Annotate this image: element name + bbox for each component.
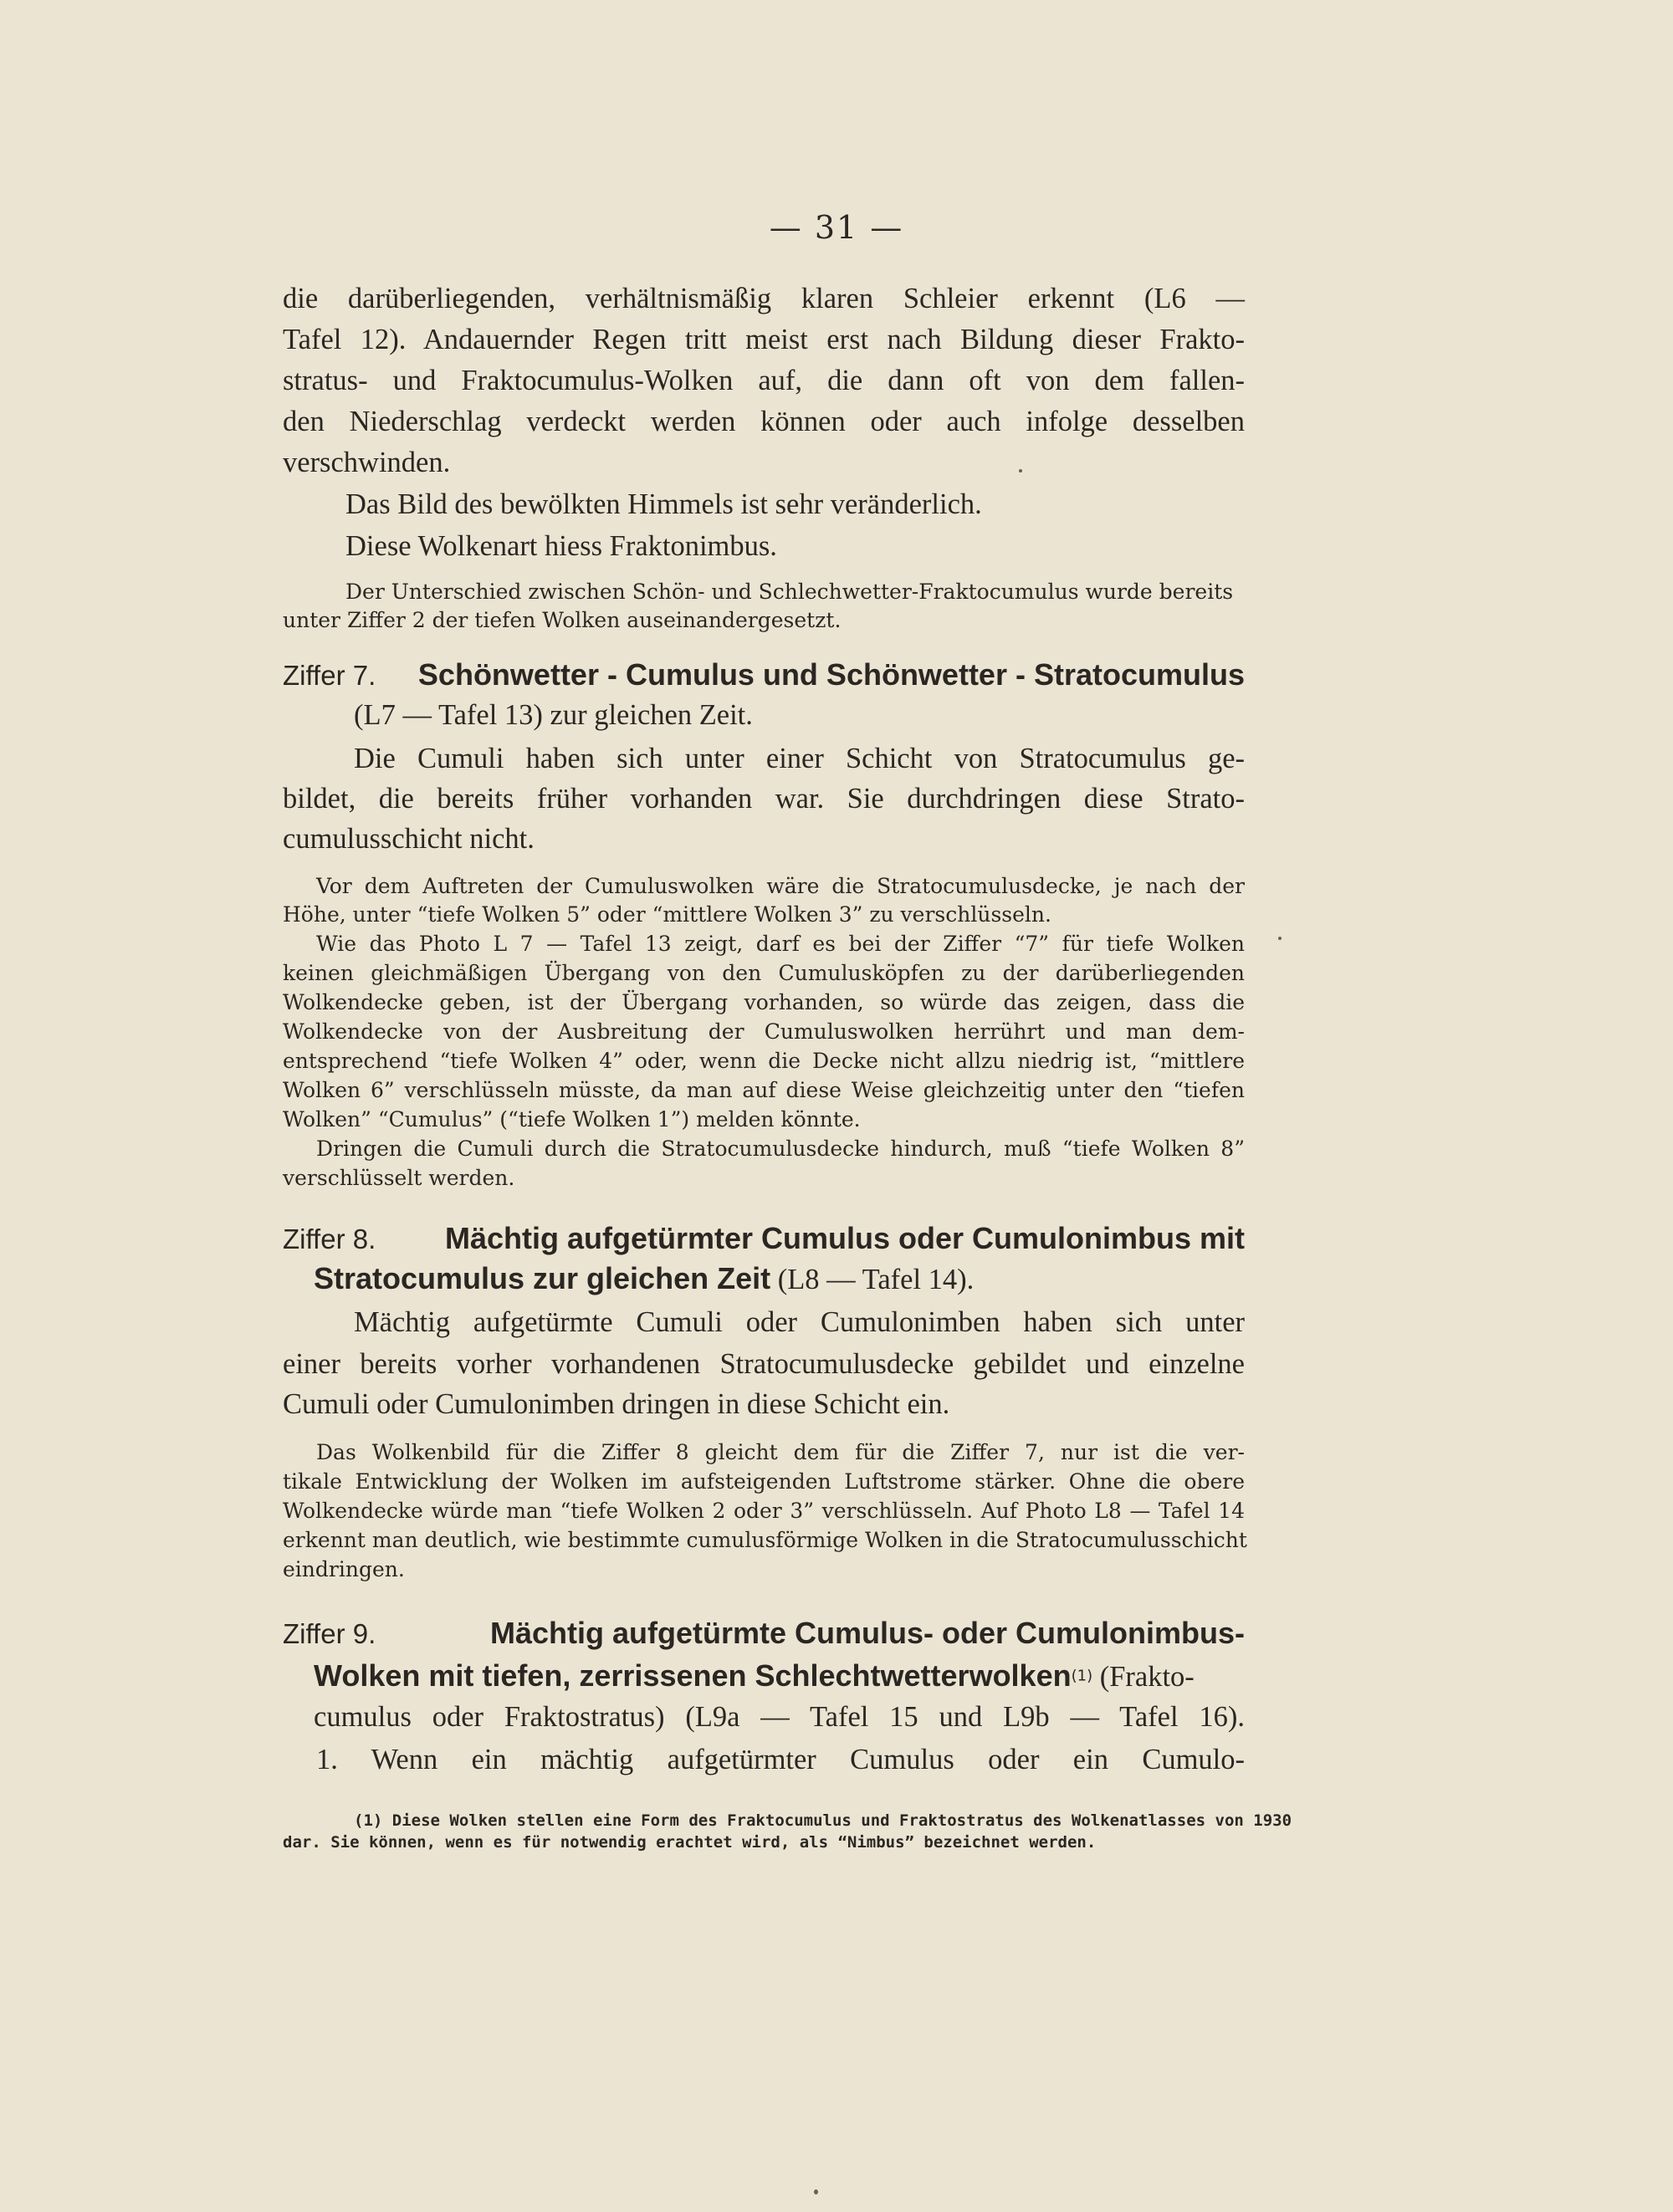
text-line: stratus- und Fraktocumulus-Wolken auf, die dann oft von dem fallen- — [283, 365, 1245, 396]
note-line: Wolkendecke von der Ausbreitung der Cumuluswolken herrührt und man dem- — [283, 1019, 1245, 1044]
ziffer-7-heading — [283, 657, 1245, 692]
text-line: (L7 — Tafel 13) zur gleichen Zeit. — [354, 699, 753, 731]
ziffer-8-title: Mächtig aufgetürmter Cumulus oder Cumulonimbus mit — [444, 1221, 1245, 1255]
paper-speck — [1019, 469, 1022, 473]
note-line: Wie das Photo L 7 — Tafel 13 zeigt, darf es bei der Ziffer “7” für tiefe Wolken — [316, 932, 1245, 956]
text-line: 1. Wenn ein mächtig aufgetürmter Cumulus oder ein Cumulo- — [316, 1744, 1245, 1775]
text-line: einer bereits vorher vorhandenen Stratocumulusdecke gebildet und einzelne — [283, 1348, 1245, 1380]
ziffer-8-title-plain: (L8 — Tafel 14). — [770, 1264, 975, 1295]
ziffer-9-title-cont — [314, 1658, 1245, 1693]
page-number: — 31 — — [769, 209, 904, 246]
note-line: Wolken 6” verschlüsseln müsste, da man auf diese Weise gleichzeitig unter den “tiefen — [283, 1078, 1245, 1102]
text-line: Diese Wolkenart hiess Fraktonimbus. — [345, 530, 777, 562]
footnote-line: (1) Diese Wolken stellen eine Form des Fraktocumulus und Fraktostratus des Wolkenatlasses von 1930 — [354, 1811, 1292, 1830]
ziffer-8-title-bold: Stratocumulus zur gleichen Zeit — [314, 1261, 771, 1295]
text-line: cumulusschicht nicht. — [283, 823, 535, 855]
note-line: Höhe, unter “tiefe Wolken 5” oder “mittlere Wolken 3” zu verschlüsseln. — [283, 902, 1051, 927]
ziffer-9-title-bold: Wolken mit tiefen, zerrissenen Schlechtwetterwolken — [314, 1658, 1072, 1693]
note-line: Wolkendecke geben, ist der Übergang vorhanden, so würde das zeigen, dass die — [283, 990, 1245, 1014]
text-line: Tafel 12). Andauernder Regen tritt meist erst nach Bildung dieser Frakto- — [283, 324, 1245, 355]
text-line: verschwinden. — [283, 447, 451, 478]
text-line: den Niederschlag verdeckt werden können oder auch infolge desselben — [283, 406, 1245, 437]
note-line: Vor dem Auftreten der Cumuluswolken wäre die Stratocumulusdecke, je nach der — [316, 874, 1245, 898]
ziffer-8-title-cont — [314, 1261, 1245, 1296]
text-line: Die Cumuli haben sich unter einer Schicht von Stratocumulus ge- — [354, 743, 1245, 774]
text-line: bildet, die bereits früher vorhanden war. Sie durchdringen diese Strato- — [283, 783, 1245, 815]
ziffer-9-heading — [283, 1616, 1245, 1651]
text-line: die darüberliegenden, verhältnismäßig klaren Schleier erkennt (L6 — — [283, 283, 1245, 314]
text-line: Das Bild des bewölkten Himmels ist sehr veränderlich. — [345, 488, 982, 520]
note-line: Das Wolkenbild für die Ziffer 8 gleicht dem für die Ziffer 7, nur ist die ver- — [316, 1440, 1245, 1464]
text-line: Mächtig aufgetürmte Cumuli oder Cumulonimben haben sich unter — [354, 1306, 1245, 1338]
text-line: Cumuli oder Cumulonimben dringen in diese Schicht ein. — [283, 1388, 950, 1420]
note-line: Wolkendecke würde man “tiefe Wolken 2 oder 3” verschlüsseln. Auf Photo L8 — Tafel 14 — [283, 1499, 1245, 1523]
footnote-marker[interactable]: (1) — [1071, 1667, 1093, 1685]
note-line: eindringen. — [283, 1557, 405, 1581]
paper-speck — [1278, 937, 1282, 940]
note-line: Wolken” “Cumulus” (“tiefe Wolken 1”) melden könnte. — [283, 1107, 861, 1132]
note-line: entsprechend “tiefe Wolken 4” oder, wenn die Decke nicht allzu niedrig ist, “mittlere — [283, 1049, 1245, 1073]
note-line: Dringen die Cumuli durch die Stratocumulusdecke hindurch, muß “tiefe Wolken 8” — [316, 1137, 1245, 1161]
ziffer-8-heading — [283, 1221, 1245, 1256]
ziffer-9-label: Ziffer 9. — [283, 1618, 376, 1649]
note-line: Der Unterschied zwischen Schön- und Schlechwetter-Fraktocumulus wurde bereits — [345, 580, 1234, 604]
ziffer-9-title: Mächtig aufgetürmte Cumulus- oder Cumulonimbus- — [489, 1616, 1245, 1650]
paper-speck — [814, 2189, 818, 2194]
note-line: erkennt man deutlich, wie bestimmte cumulusförmige Wolken in die Stratocumulusschicht — [283, 1528, 1247, 1552]
ziffer-7-title: Schönwetter - Cumulus und Schönwetter - Stratocumulus — [417, 657, 1245, 692]
note-line: keinen gleichmäßigen Übergang von den Cumulusköpfen zu der darüberliegenden — [283, 961, 1245, 985]
footnote-line: dar. Sie können, wenn es für notwendig erachtet wird, als “Nimbus” bezeichnet werden. — [283, 1833, 1097, 1852]
ziffer-7-label: Ziffer 7. — [283, 660, 376, 691]
ziffer-8-label: Ziffer 8. — [283, 1223, 376, 1254]
note-line: tikale Entwicklung der Wolken im aufsteigenden Luftstrome stärker. Ohne die obere — [283, 1469, 1245, 1494]
note-line: verschlüsselt werden. — [283, 1166, 515, 1190]
note-line: unter Ziffer 2 der tiefen Wolken auseinandergesetzt. — [283, 608, 842, 632]
text-line: cumulus oder Fraktostratus) (L9a — Tafel 15 und L9b — Tafel 16). — [314, 1701, 1245, 1733]
ziffer-9-title-plain: (Frakto- — [1092, 1661, 1195, 1693]
